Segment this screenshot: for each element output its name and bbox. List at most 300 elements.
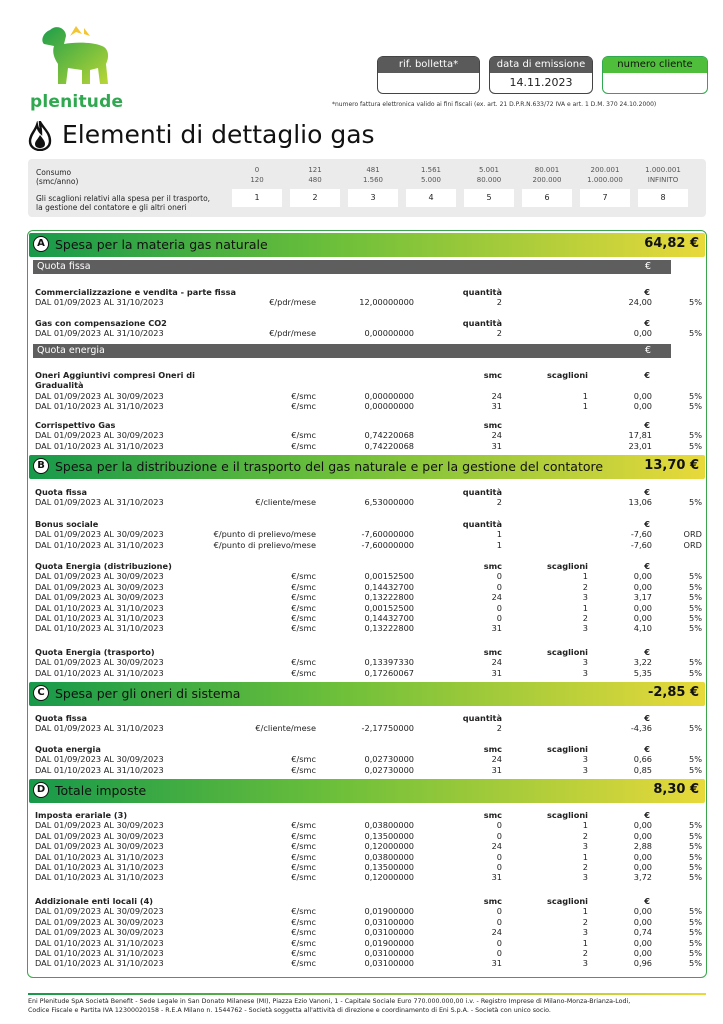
row-quantity: 24: [491, 592, 502, 603]
row-period: DAL 01/10/2023 AL 31/10/2023: [35, 539, 164, 550]
row-iva: ORD: [683, 539, 702, 550]
row-period: DAL 01/10/2023 AL 31/10/2023: [35, 872, 164, 883]
row-quantity: 1: [496, 539, 502, 550]
row-unit: €/smc: [291, 754, 316, 765]
row-period: DAL 01/09/2023 AL 30/09/2023: [35, 592, 164, 603]
row-iva: 5%: [689, 927, 702, 938]
row-scaglione: 2: [582, 581, 588, 592]
row-scaglione: 1: [582, 390, 588, 401]
data-emissione-label: data di emissione: [490, 57, 592, 73]
row-price: 0,12000000: [364, 872, 414, 883]
header-scaglioni: scaglioni: [547, 561, 588, 571]
row-unit: €/smc: [291, 440, 316, 451]
row-iva: 5%: [689, 613, 702, 623]
row-iva: 5%: [689, 592, 702, 603]
row-amount: 2,88: [633, 841, 652, 852]
row-quantity: 31: [491, 401, 502, 412]
header-scaglioni: scaglioni: [547, 744, 588, 754]
row-quantity: 0: [496, 613, 502, 623]
row-iva: 5%: [689, 872, 702, 883]
header-euro: €: [644, 810, 650, 820]
row-price: 0,13222800: [364, 592, 414, 603]
row-quantity: 24: [491, 430, 502, 441]
header-scaglioni: scaglioni: [547, 810, 588, 820]
header-euro: €: [644, 370, 650, 380]
row-quantity: 31: [491, 764, 502, 775]
row-price: -7,60000000: [361, 539, 414, 550]
row-scaglione: 1: [582, 937, 588, 948]
row-scaglione: 1: [582, 851, 588, 862]
row-quantity: 0: [496, 830, 502, 841]
row-amount: 4,10: [633, 623, 652, 634]
row-amount: 23,01: [628, 440, 652, 451]
plenitude-logo: [26, 24, 136, 114]
row-period: DAL 01/09/2023 AL 30/09/2023: [35, 916, 164, 927]
footer-line-1: Eni Plenitude SpA Società Benefit - Sede Legale in San Donato Milanese (MI), Piazza Ezio Vanoni, 1 - Capitale Sociale Euro 770.000.000,00 i.v. - Registro Imprese di Milano-Monza-Brianza-Lodi,: [28, 998, 631, 1005]
row-amount: 0,85: [633, 764, 652, 775]
row-quantity: 0: [496, 851, 502, 862]
row-amount: -7,60: [630, 529, 652, 540]
row-quantity: 31: [491, 623, 502, 634]
row-unit: €/smc: [291, 401, 316, 412]
row-period: DAL 01/09/2023 AL 31/10/2023: [35, 328, 164, 339]
row-period: DAL 01/09/2023 AL 31/10/2023: [35, 297, 164, 308]
row-period: DAL 01/09/2023 AL 30/09/2023: [35, 820, 164, 831]
block-title: Imposta erariale (3): [35, 810, 128, 820]
section-d-bar: [29, 779, 705, 803]
header-euro: €: [644, 713, 650, 723]
header-quantity: smc: [483, 561, 502, 571]
row-amount: 3,22: [633, 657, 652, 668]
section-a-bar: [29, 233, 705, 257]
row-period: DAL 01/10/2023 AL 31/10/2023: [35, 764, 164, 775]
row-quantity: 0: [496, 571, 502, 582]
row-price: 0,14432700: [364, 581, 414, 592]
row-price: 0,12000000: [364, 841, 414, 852]
header-quantity: quantità: [462, 287, 502, 297]
block-title: Commercializzazione e vendita - parte fissa: [35, 287, 236, 297]
block-title: Corrispettivo Gas: [35, 420, 116, 430]
block-title: Quota Energia (trasporto): [35, 647, 155, 657]
band-number-8: 8: [638, 189, 688, 207]
row-quantity: 31: [491, 440, 502, 451]
section-b-badge: B: [33, 458, 49, 474]
page-title: Elementi di dettaglio gas: [62, 120, 375, 149]
dog-logo-icon: [36, 24, 116, 88]
data-emissione-box: [489, 56, 593, 94]
row-price: 0,03100000: [364, 927, 414, 938]
row-iva: 5%: [689, 667, 702, 678]
row-amount: 0,00: [633, 820, 652, 831]
row-period: DAL 01/09/2023 AL 30/09/2023: [35, 927, 164, 938]
row-iva: 5%: [689, 623, 702, 634]
header-quantity: smc: [483, 744, 502, 754]
row-period: DAL 01/10/2023 AL 31/10/2023: [35, 937, 164, 948]
row-amount: 0,00: [633, 581, 652, 592]
row-quantity: 31: [491, 872, 502, 883]
row-scaglione: 2: [582, 916, 588, 927]
block-title-2: Gradualità: [35, 380, 84, 391]
row-amount: 0,00: [633, 613, 652, 623]
row-price: 0,02730000: [364, 754, 414, 765]
row-iva: 5%: [689, 657, 702, 668]
consumption-bands: [28, 159, 706, 217]
row-iva: 5%: [689, 841, 702, 852]
row-unit: €/smc: [291, 764, 316, 775]
row-quantity: 24: [491, 841, 502, 852]
row-unit: €/pdr/mese: [269, 328, 316, 339]
numero-cliente-box: [602, 56, 708, 94]
row-unit: €/punto di prelievo/mese: [213, 529, 316, 540]
row-price: 0,03100000: [364, 958, 414, 969]
row-amount: 0,00: [633, 862, 652, 872]
block-title: Gas con compensazione CO2: [35, 318, 167, 328]
row-price: 0,74220068: [364, 430, 414, 441]
row-quantity: 0: [496, 862, 502, 872]
header-quantity: quantità: [462, 519, 502, 529]
row-amount: -4,36: [630, 723, 652, 734]
band-range-2: 121 480: [308, 166, 322, 184]
row-quantity: 1: [496, 529, 502, 540]
row-period: DAL 01/09/2023 AL 30/09/2023: [35, 581, 164, 592]
row-iva: 5%: [689, 764, 702, 775]
row-period: DAL 01/09/2023 AL 30/09/2023: [35, 657, 164, 668]
row-period: DAL 01/10/2023 AL 31/10/2023: [35, 851, 164, 862]
row-period: DAL 01/09/2023 AL 30/09/2023: [35, 571, 164, 582]
band-number-7: 7: [580, 189, 630, 207]
row-unit: €/smc: [291, 820, 316, 831]
row-unit: €/smc: [291, 916, 316, 927]
header-euro: €: [644, 647, 650, 657]
row-unit: €/smc: [291, 937, 316, 948]
row-price: 0,13500000: [364, 862, 414, 872]
row-amount: 3,72: [633, 872, 652, 883]
row-unit: €/smc: [291, 906, 316, 917]
row-amount: 0,00: [633, 571, 652, 582]
row-unit: €/pdr/mese: [269, 297, 316, 308]
row-price: 0,01900000: [364, 937, 414, 948]
rif-bolletta-label: rif. bolletta*: [378, 57, 479, 73]
row-scaglione: 1: [582, 571, 588, 582]
band-number-4: 4: [406, 189, 456, 207]
row-amount: 3,17: [633, 592, 652, 603]
header-scaglioni: scaglioni: [547, 647, 588, 657]
row-period: DAL 01/10/2023 AL 31/10/2023: [35, 602, 164, 613]
row-price: 0,13397330: [364, 657, 414, 668]
row-amount: 0,00: [633, 916, 652, 927]
brand-name: plenitude: [30, 92, 124, 112]
row-price: 0,14432700: [364, 613, 414, 623]
row-amount: 0,00: [633, 906, 652, 917]
row-iva: 5%: [689, 602, 702, 613]
band-range-5: 5.001 80.000: [476, 166, 502, 184]
header-euro: €: [644, 420, 650, 430]
header-quantity: quantità: [462, 487, 502, 497]
row-amount: 0,96: [633, 958, 652, 969]
row-iva: 5%: [689, 297, 702, 308]
row-period: DAL 01/09/2023 AL 31/10/2023: [35, 497, 164, 508]
scaglioni-label: Gli scaglioni relativi alla spesa per il trasporto, la gestione del contatore e gli altri oneri: [36, 194, 211, 212]
header-euro: €: [644, 896, 650, 906]
header-quantity: smc: [483, 420, 502, 430]
row-price: 0,02730000: [364, 764, 414, 775]
row-period: DAL 01/09/2023 AL 30/09/2023: [35, 754, 164, 765]
band-range-7: 200.001 1.000.000: [587, 166, 623, 184]
section-b-title: Spesa per la distribuzione e il trasporto del gas naturale e per la gestione del contatore: [55, 459, 604, 474]
row-amount: 0,00: [633, 328, 652, 339]
section-b-total: 13,70 €: [644, 458, 699, 473]
row-price: 0,01900000: [364, 906, 414, 917]
subbar-quota-energia: Quota energia €: [33, 344, 671, 358]
header-quantity: smc: [483, 810, 502, 820]
row-iva: 5%: [689, 571, 702, 582]
row-scaglione: 2: [582, 862, 588, 872]
row-price: 12,00000000: [359, 297, 414, 308]
row-period: DAL 01/10/2023 AL 31/10/2023: [35, 667, 164, 678]
section-c-total: -2,85 €: [647, 685, 699, 700]
flame-icon: [28, 121, 52, 151]
row-iva: 5%: [689, 948, 702, 958]
row-unit: €/smc: [291, 592, 316, 603]
row-quantity: 31: [491, 958, 502, 969]
row-scaglione: 3: [582, 754, 588, 765]
consumo-label: Consumo (smc/anno): [36, 168, 79, 186]
row-amount: 0,00: [633, 602, 652, 613]
band-number-3: 3: [348, 189, 398, 207]
section-c-title: Spesa per gli oneri di sistema: [55, 686, 241, 701]
row-scaglione: 3: [582, 667, 588, 678]
section-a-title: Spesa per la materia gas naturale: [55, 237, 268, 252]
row-quantity: 2: [496, 328, 502, 339]
row-period: DAL 01/10/2023 AL 31/10/2023: [35, 862, 164, 872]
row-unit: €/smc: [291, 872, 316, 883]
row-unit: €/smc: [291, 851, 316, 862]
row-unit: €/smc: [291, 862, 316, 872]
row-price: 0,03100000: [364, 916, 414, 927]
row-quantity: 0: [496, 948, 502, 958]
row-unit: €/cliente/mese: [255, 723, 316, 734]
row-quantity: 24: [491, 657, 502, 668]
row-period: DAL 01/09/2023 AL 30/09/2023: [35, 906, 164, 917]
row-quantity: 0: [496, 916, 502, 927]
row-iva: 5%: [689, 862, 702, 872]
row-unit: €/smc: [291, 958, 316, 969]
row-period: DAL 01/10/2023 AL 31/10/2023: [35, 613, 164, 623]
row-quantity: 0: [496, 906, 502, 917]
row-scaglione: 2: [582, 948, 588, 958]
header-euro: €: [644, 287, 650, 297]
row-iva: ORD: [683, 529, 702, 540]
row-price: 6,53000000: [364, 497, 414, 508]
section-d-total: 8,30 €: [653, 782, 699, 797]
row-quantity: 2: [496, 297, 502, 308]
section-d-badge: D: [33, 782, 49, 798]
header-euro: €: [644, 487, 650, 497]
row-period: DAL 01/09/2023 AL 30/09/2023: [35, 529, 164, 540]
row-iva: 5%: [689, 916, 702, 927]
data-emissione-value: 14.11.2023: [509, 76, 573, 89]
row-scaglione: 1: [582, 820, 588, 831]
rif-bolletta-box: [377, 56, 480, 94]
band-range-6: 80.001 200.000: [532, 166, 562, 184]
row-quantity: 0: [496, 581, 502, 592]
section-a-total: 64,82 €: [644, 236, 699, 251]
header-euro: €: [644, 744, 650, 754]
footer-legal: [28, 997, 718, 1015]
row-period: DAL 01/09/2023 AL 30/09/2023: [35, 430, 164, 441]
row-iva: 5%: [689, 581, 702, 592]
row-scaglione: 3: [582, 623, 588, 634]
row-amount: 0,00: [633, 851, 652, 862]
row-price: 0,13500000: [364, 830, 414, 841]
row-unit: €/smc: [291, 613, 316, 623]
row-price: 0,03100000: [364, 948, 414, 958]
row-price: -7,60000000: [361, 529, 414, 540]
row-amount: 0,00: [633, 830, 652, 841]
row-iva: 5%: [689, 497, 702, 508]
row-unit: €/smc: [291, 571, 316, 582]
block-title: Quota fissa: [35, 487, 88, 497]
header-quantity: quantità: [462, 713, 502, 723]
row-iva: 5%: [689, 754, 702, 765]
row-quantity: 24: [491, 927, 502, 938]
header-euro: €: [644, 561, 650, 571]
header-quantity: smc: [483, 647, 502, 657]
row-quantity: 31: [491, 667, 502, 678]
band-number-1: 1: [232, 189, 282, 207]
row-scaglione: 3: [582, 872, 588, 883]
row-unit: €/smc: [291, 602, 316, 613]
block-title: Quota fissa: [35, 713, 88, 723]
section-c-bar: [29, 682, 705, 706]
row-amount: 0,00: [633, 401, 652, 412]
row-scaglione: 3: [582, 657, 588, 668]
row-unit: €/cliente/mese: [255, 497, 316, 508]
row-iva: 5%: [689, 328, 702, 339]
row-scaglione: 1: [582, 401, 588, 412]
row-unit: €/smc: [291, 430, 316, 441]
block-title: Quota energia: [35, 744, 101, 754]
row-amount: 13,06: [628, 497, 652, 508]
header-quantity: quantità: [462, 318, 502, 328]
header-euro: €: [644, 318, 650, 328]
row-period: DAL 01/10/2023 AL 31/10/2023: [35, 623, 164, 634]
row-period: DAL 01/10/2023 AL 31/10/2023: [35, 440, 164, 451]
block-title: Oneri Aggiuntivi compresi Oneri di: [35, 370, 195, 380]
row-scaglione: 1: [582, 602, 588, 613]
band-number-2: 2: [290, 189, 340, 207]
row-amount: 0,66: [633, 754, 652, 765]
row-period: DAL 01/10/2023 AL 31/10/2023: [35, 401, 164, 412]
block-title: Quota Energia (distribuzione): [35, 561, 172, 571]
row-iva: 5%: [689, 906, 702, 917]
row-iva: 5%: [689, 440, 702, 451]
row-quantity: 2: [496, 723, 502, 734]
row-scaglione: 3: [582, 592, 588, 603]
row-price: 0,74220068: [364, 440, 414, 451]
row-unit: €/smc: [291, 948, 316, 958]
row-price: 0,13222800: [364, 623, 414, 634]
row-unit: €/smc: [291, 623, 316, 634]
row-unit: €/smc: [291, 657, 316, 668]
row-quantity: 0: [496, 937, 502, 948]
block-title: Bonus sociale: [35, 519, 99, 529]
header-scaglioni: scaglioni: [547, 370, 588, 380]
row-unit: €/punto di prelievo/mese: [213, 539, 316, 550]
row-amount: 17,81: [628, 430, 652, 441]
row-amount: -7,60: [630, 539, 652, 550]
row-iva: 5%: [689, 851, 702, 862]
section-c-badge: C: [33, 685, 49, 701]
row-period: DAL 01/09/2023 AL 31/10/2023: [35, 723, 164, 734]
row-quantity: 24: [491, 390, 502, 401]
row-iva: 5%: [689, 390, 702, 401]
row-iva: 5%: [689, 958, 702, 969]
header-quantity: smc: [483, 370, 502, 380]
row-scaglione: 2: [582, 613, 588, 623]
row-price: 0,17260067: [364, 667, 414, 678]
row-iva: 5%: [689, 830, 702, 841]
row-period: DAL 01/09/2023 AL 30/09/2023: [35, 390, 164, 401]
row-amount: 5,35: [633, 667, 652, 678]
block-title: Addizionale enti locali (4): [35, 896, 154, 906]
row-iva: 5%: [689, 401, 702, 412]
band-number-6: 6: [522, 189, 572, 207]
section-a-badge: A: [33, 236, 49, 252]
row-amount: 0,74: [633, 927, 652, 938]
fiscal-note: *numero fattura elettronica valido ai fini fiscali (ex. art. 21 D.P.R.N.633/72 IVA e art. 1 D.M. 370 24.10.2000): [332, 101, 657, 108]
row-amount: 24,00: [628, 297, 652, 308]
row-scaglione: 3: [582, 764, 588, 775]
row-iva: 5%: [689, 937, 702, 948]
row-scaglione: 3: [582, 841, 588, 852]
section-b-bar: [29, 455, 705, 479]
row-amount: 0,00: [633, 390, 652, 401]
row-unit: €/smc: [291, 927, 316, 938]
band-range-8: 1.000.001 INFINITO: [645, 166, 681, 184]
row-unit: €/smc: [291, 667, 316, 678]
row-unit: €/smc: [291, 390, 316, 401]
row-period: DAL 01/09/2023 AL 30/09/2023: [35, 841, 164, 852]
row-iva: 5%: [689, 723, 702, 734]
header-quantity: smc: [483, 896, 502, 906]
row-amount: 0,00: [633, 937, 652, 948]
row-price: -2,17750000: [361, 723, 414, 734]
row-scaglione: 3: [582, 927, 588, 938]
numero-cliente-label: numero cliente: [603, 57, 707, 73]
row-iva: 5%: [689, 820, 702, 831]
footer-line-2: Codice Fiscale e Partita IVA 12300020158 - R.E.A Milano n. 1544762 - Società soggetta all'attività di direzione e coordinamento di Eni S.p.A. - Società con unico socio.: [28, 1007, 551, 1014]
row-price: 0,00000000: [364, 390, 414, 401]
row-unit: €/smc: [291, 581, 316, 592]
row-scaglione: 2: [582, 830, 588, 841]
row-iva: 5%: [689, 430, 702, 441]
row-unit: €/smc: [291, 841, 316, 852]
header-euro: €: [644, 519, 650, 529]
row-price: 0,00000000: [364, 328, 414, 339]
row-price: 0,00152500: [364, 571, 414, 582]
section-d-title: Totale imposte: [55, 783, 147, 798]
subbar-quota-fissa: Quota fissa €: [33, 260, 671, 274]
row-price: 0,03800000: [364, 820, 414, 831]
row-quantity: 2: [496, 497, 502, 508]
row-quantity: 0: [496, 820, 502, 831]
band-range-4: 1.561 5.000: [420, 166, 442, 184]
row-period: DAL 01/10/2023 AL 31/10/2023: [35, 948, 164, 958]
band-number-5: 5: [464, 189, 514, 207]
row-price: 0,03800000: [364, 851, 414, 862]
row-quantity: 24: [491, 754, 502, 765]
